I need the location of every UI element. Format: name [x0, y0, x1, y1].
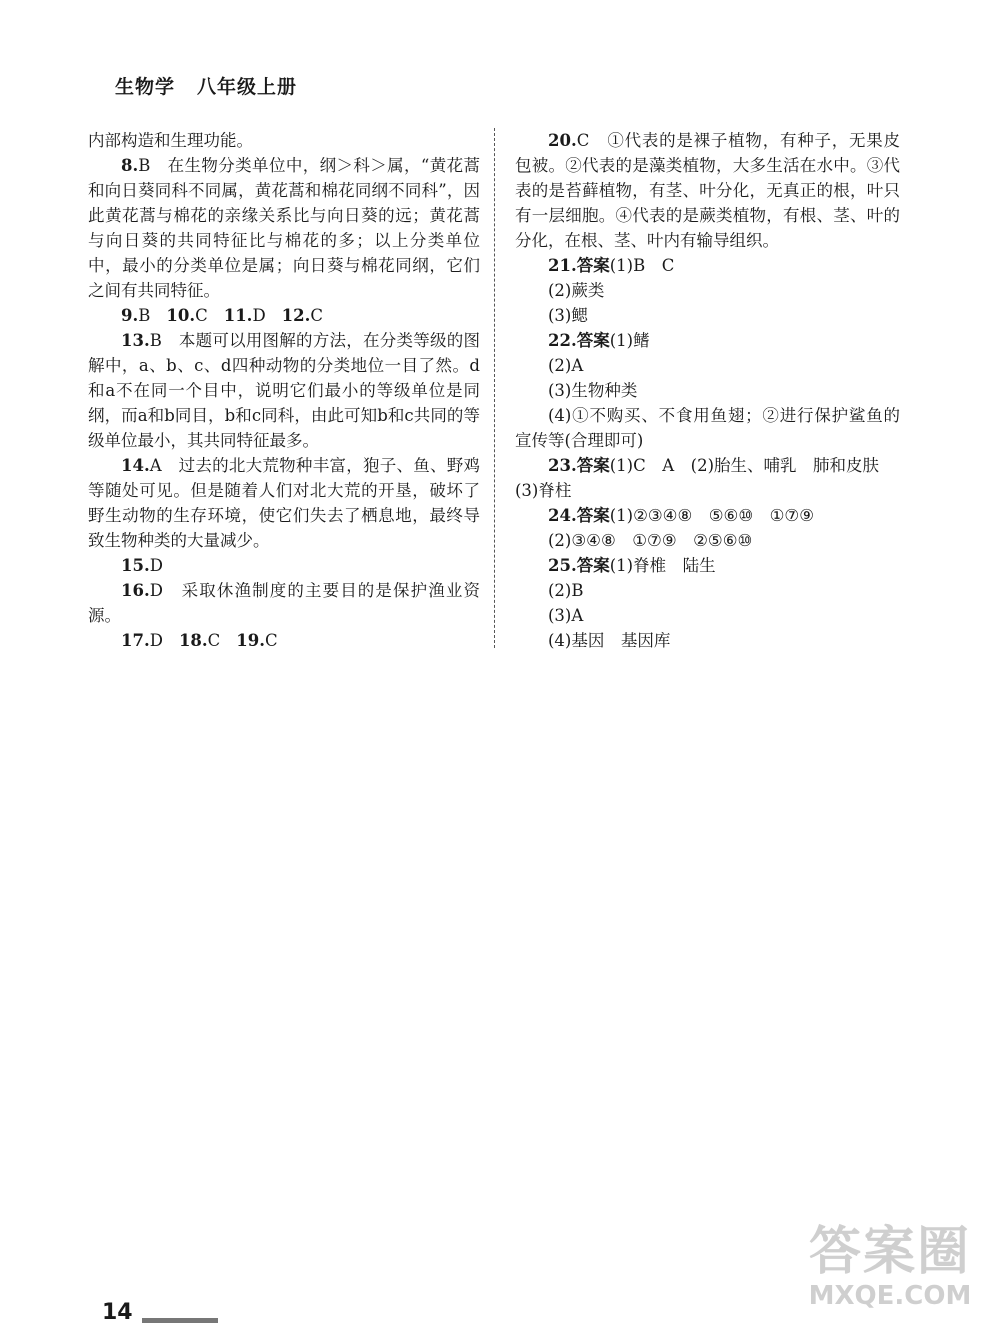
answer-25-line-1: 25.答案(1)脊椎 陆生 — [548, 556, 716, 575]
answer-24-line-1: 24.答案(1)②③④⑧ ⑤⑥⑩ ①⑦⑨ — [548, 506, 815, 525]
answer-21-line-2: (2)蕨类 — [548, 281, 605, 300]
answer-22-line-2: (2)A — [548, 356, 584, 375]
footer-rule — [142, 1318, 218, 1323]
answer-25-line-4: (4)基因 基因库 — [548, 631, 671, 650]
answer-20: 20.C ①代表的是裸子植物，有种子，无果皮包被。②代表的是藻类植物，大多生活在水中。③代表的是苔藓植物，有茎、叶分化，无真正的根，叶只有一层细胞。④代表的是蕨类植物，有根、茎、叶的分化，在根、茎、叶内有输导组织。 — [515, 131, 900, 250]
answers-17-19: 17.D 18.C 19.C — [121, 631, 278, 650]
watermark-logo — [805, 1222, 975, 1317]
running-header — [115, 72, 297, 99]
answer-22-line-1: 22.答案(1)鳍 — [548, 331, 650, 350]
answer-21-line-3: (3)鳃 — [548, 306, 588, 325]
column-divider — [494, 128, 495, 648]
watermark-url: MXQE.COM — [808, 1281, 972, 1311]
answer-15: 15.D — [121, 556, 163, 575]
header-subject: 生物学 — [115, 76, 176, 98]
answer-25-line-3: (3)A — [548, 606, 584, 625]
answer-22-line-3: (3)生物种类 — [548, 381, 638, 400]
answer-21-line-1: 21.答案(1)B C — [548, 256, 675, 275]
right-column — [515, 128, 900, 653]
answer-24-line-2: (2)③④⑧ ①⑦⑨ ②⑤⑥⑩ — [548, 531, 753, 550]
continuation-line: 内部构造和生理功能。 — [88, 131, 253, 150]
answers-9-12: 9.B 10.C 11.D 12.C — [121, 306, 324, 325]
header-grade: 八年级上册 — [197, 76, 298, 98]
answer-16: 16.D 采取休渔制度的主要目的是保护渔业资源。 — [88, 581, 480, 625]
answer-25-line-2: (2)B — [548, 581, 584, 600]
watermark-logo-text: 答案圈 — [808, 1222, 971, 1282]
left-column — [88, 128, 480, 653]
answer-8: 8.B 在生物分类单位中，纲＞科＞属，“黄花蒿和向日葵同科不同属，黄花蒿和棉花同纲不同科”，因此黄花蒿与棉花的亲缘关系比与向日葵的远；黄花蒿与向日葵的共同特征比与棉花的多；以上分类单位中，最小的分类单位是属；向日葵与棉花同纲，它们之间有共同特征。 — [88, 156, 480, 300]
answer-13: 13.B 本题可以用图解的方法，在分类等级的图解中，a、b、c、d四种动物的分类地位一目了然。d和a不在同一个目中，说明它们最小的等级单位是同纲，而a和b同目，b和c同科，由此可知b和c共同的等级单位最小，其共同特征最多。 — [88, 331, 480, 450]
answer-22-line-4: (4)①不购买、不食用鱼翅；②进行保护鲨鱼的宣传等(合理即可) — [515, 406, 900, 450]
answer-23-line-2: (3)脊柱 — [515, 481, 572, 500]
answer-14: 14.A 过去的北大荒物种丰富，狍子、鱼、野鸡等随处可见。但是随着人们对北大荒的开垦，破坏了野生动物的生存环境，使它们失去了栖息地，最终导致生物种类的大量减少。 — [88, 456, 480, 550]
page-number: 14 — [102, 1300, 133, 1325]
answer-23-line-1: 23.答案(1)C A (2)胎生、哺乳 肺和皮肤 — [548, 456, 880, 475]
